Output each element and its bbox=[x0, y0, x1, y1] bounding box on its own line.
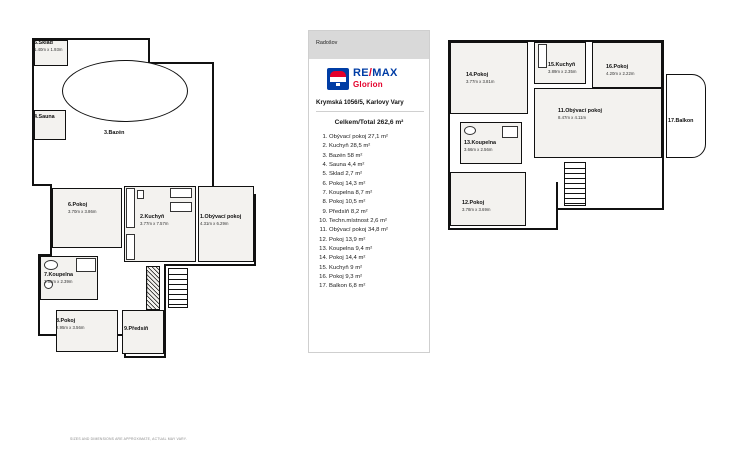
room-6-pokoj bbox=[52, 188, 122, 248]
list-item: 6. Pokoj 14,3 m² bbox=[329, 180, 427, 189]
kitchen-appliance bbox=[137, 190, 144, 199]
wall bbox=[32, 184, 52, 186]
wall bbox=[448, 228, 558, 230]
legend-panel bbox=[308, 30, 430, 353]
list-item: 7. Koupelna 8,7 m² bbox=[329, 189, 427, 198]
sink-fixture bbox=[464, 126, 476, 135]
room-dim: 3.77m x 7.57m bbox=[140, 220, 169, 226]
sink-fixture bbox=[44, 260, 58, 270]
floor-plan-ground bbox=[24, 22, 304, 432]
room-label: 14.Pokoj bbox=[466, 72, 489, 78]
room-label: 15.Kuchyň bbox=[548, 62, 576, 68]
list-item: 4. Sauna 4,4 m² bbox=[329, 161, 427, 170]
list-item: 8. Pokoj 10,5 m² bbox=[329, 198, 427, 207]
wall bbox=[556, 182, 558, 230]
list-item: 3. Bazén 58 m² bbox=[329, 152, 427, 161]
brand-max: MAX bbox=[372, 67, 398, 79]
room-label: 13.Koupelna bbox=[464, 140, 497, 146]
legend-header bbox=[309, 31, 429, 59]
wall bbox=[254, 194, 256, 264]
list-item: 12. Pokoj 13,9 m² bbox=[329, 236, 427, 245]
list-item: 16. Pokoj 9,3 m² bbox=[329, 273, 427, 282]
room-label: 5.Sklad bbox=[34, 40, 53, 46]
room-dim: 8.47m x 4.11m bbox=[558, 114, 587, 120]
brand-slash: / bbox=[368, 67, 373, 79]
kitchen-cabinet bbox=[126, 234, 135, 260]
kitchen-island bbox=[170, 202, 192, 212]
wall bbox=[662, 40, 664, 210]
wall bbox=[124, 356, 166, 358]
room-label: 6.Pokoj bbox=[68, 202, 88, 208]
room-label: 17.Balkon bbox=[668, 118, 694, 124]
wall bbox=[164, 264, 256, 266]
brand-wordmark bbox=[353, 67, 398, 79]
room-dim: 3.65m x 2.39m bbox=[44, 278, 73, 284]
wall bbox=[556, 208, 664, 210]
room-label: 16.Pokoj bbox=[606, 64, 629, 70]
room-dim: 3.89m x 2.35m bbox=[548, 68, 577, 74]
list-item: 13. Koupelna 9,4 m² bbox=[329, 245, 427, 254]
room-dim: 3.66m x 2.56m bbox=[464, 146, 493, 152]
list-item: 15. Kuchyň 9 m² bbox=[329, 264, 427, 273]
room-dim: 2.95m x 3.56m bbox=[56, 324, 85, 330]
room-dim: 4.20m x 2.22m bbox=[606, 70, 635, 76]
room-label: 2.Kuchyň bbox=[140, 214, 165, 220]
bathtub-fixture bbox=[502, 126, 518, 138]
room-label: 4.Sauna bbox=[34, 114, 55, 120]
room-label: 3.Bazén bbox=[104, 130, 125, 136]
room-label: 8.Pokoj bbox=[56, 318, 76, 324]
remax-logo bbox=[327, 67, 415, 93]
balloon-icon bbox=[327, 68, 349, 90]
floor-plan-upper bbox=[440, 22, 720, 262]
room-dim: 3.78m x 3.69m bbox=[462, 206, 491, 212]
wall bbox=[212, 62, 214, 194]
total-area-label: Celkem/Total 262,6 m² bbox=[334, 119, 404, 126]
room-label-tech: 10.Techn.místnost bbox=[145, 270, 149, 296]
room-12-pokoj bbox=[450, 172, 526, 226]
wall bbox=[148, 62, 214, 64]
list-item: 2. Kuchyň 28,5 m² bbox=[329, 142, 427, 151]
room-11-obyvaci-pokoj bbox=[534, 88, 662, 158]
list-item: 10. Techn.místnost 2,6 m² bbox=[329, 217, 427, 226]
list-item: 9. Předsíň 8,2 m² bbox=[329, 208, 427, 217]
location-label: Radošov bbox=[316, 40, 338, 46]
balcony-17 bbox=[666, 74, 706, 158]
list-item: 11. Obývací pokoj 34,8 m² bbox=[329, 226, 427, 235]
room-dim: 4.31m x 6.29m bbox=[200, 220, 229, 226]
kitchen-counter bbox=[538, 44, 547, 68]
divider bbox=[316, 111, 424, 112]
list-item: 17. Balkon 6,8 m² bbox=[329, 282, 427, 291]
list-item: 1. Obývací pokoj 27,1 m² bbox=[329, 133, 427, 142]
room-legend-list bbox=[319, 133, 427, 292]
kitchen-island bbox=[170, 188, 192, 198]
staircase bbox=[168, 268, 188, 308]
room-label: 1.Obývací pokoj bbox=[200, 214, 242, 220]
room-dim: 1.40m x 1.93m bbox=[34, 46, 63, 52]
room-label: 11.Obývací pokoj bbox=[558, 108, 603, 114]
room-label: 12.Pokoj bbox=[462, 200, 485, 206]
kitchen-counter bbox=[126, 188, 135, 228]
list-item: 14. Pokoj 14,4 m² bbox=[329, 254, 427, 263]
wall bbox=[164, 264, 166, 358]
disclaimer-text: SIZES AND DIMENSIONS ARE APPROXIMATE, ACTUAL MAY VARY. bbox=[70, 437, 187, 441]
room-label: 7.Koupelna bbox=[44, 272, 74, 278]
pool-shape bbox=[62, 60, 188, 122]
brand-office: Glorion bbox=[353, 80, 383, 89]
room-dim: 3.70m x 3.86m bbox=[68, 208, 97, 214]
room-label: 9.Předsíň bbox=[124, 326, 149, 332]
bathtub-fixture bbox=[76, 258, 96, 272]
staircase bbox=[564, 162, 586, 206]
list-item: 5. Sklad 2,7 m² bbox=[329, 170, 427, 179]
wall bbox=[148, 38, 150, 62]
brand-re: RE bbox=[353, 67, 369, 79]
room-dim: 3.77m x 3.81m bbox=[466, 78, 495, 84]
address-label: Krymská 1056/5, Karlovy Vary bbox=[316, 99, 404, 106]
